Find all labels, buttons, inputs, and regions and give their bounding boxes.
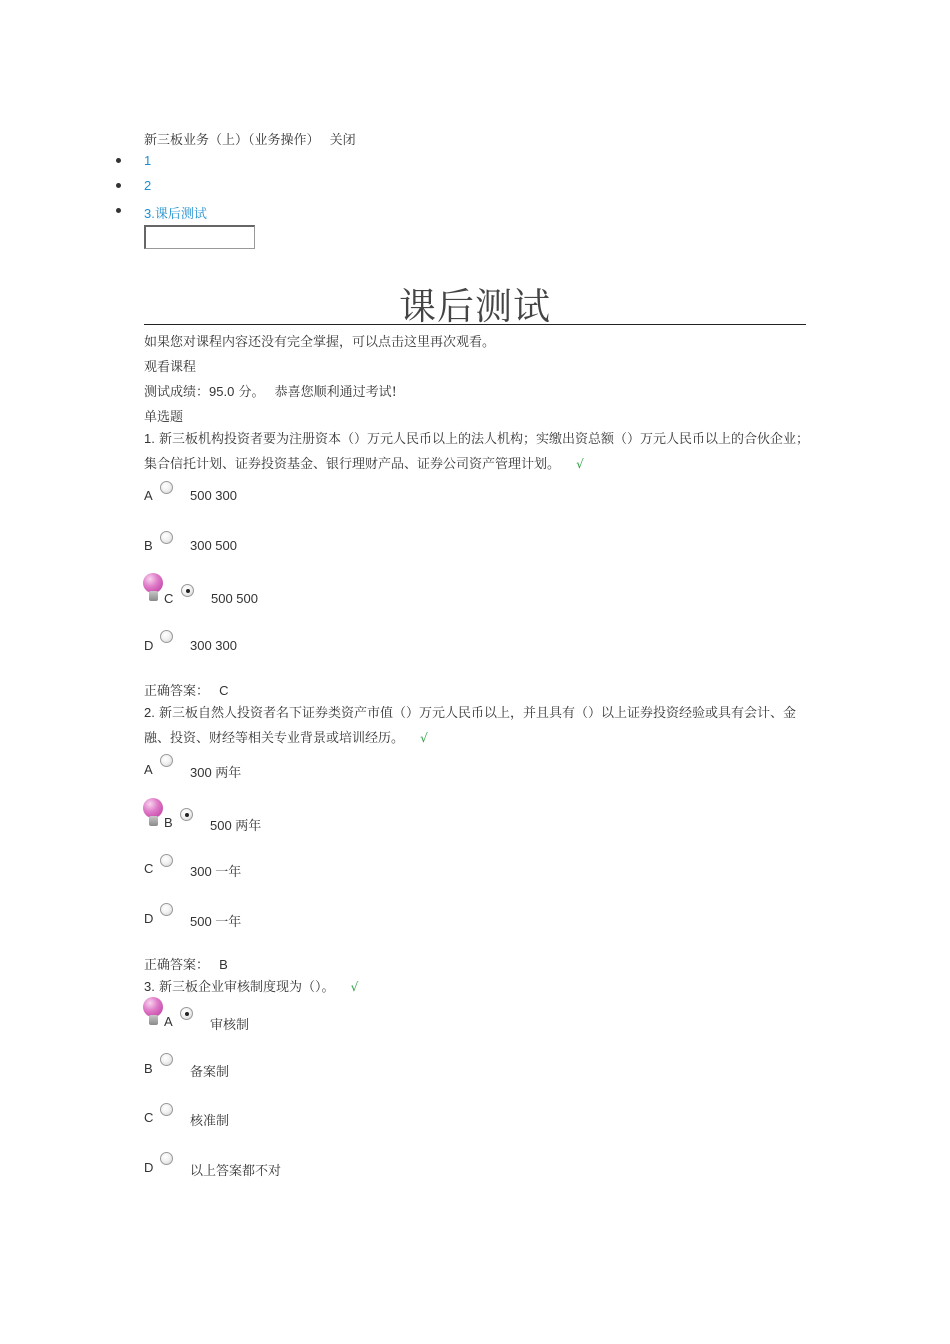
option-text: 300 500 bbox=[190, 538, 237, 553]
option-text: 500 一年 bbox=[190, 914, 242, 929]
option-letter: D bbox=[144, 911, 154, 926]
course-title: 新三板业务（上）（业务操作） bbox=[144, 133, 320, 148]
option-letter: A bbox=[144, 762, 153, 777]
bullet-icon bbox=[116, 183, 121, 188]
course-header bbox=[144, 129, 356, 148]
nav-item-2[interactable]: 2 bbox=[144, 178, 152, 193]
radio-button[interactable] bbox=[160, 1152, 173, 1165]
question-number: 2. bbox=[144, 705, 155, 720]
review-hint[interactable]: 如果您对课程内容还没有完全掌握，可以点击这里再次观看。 bbox=[144, 335, 496, 350]
option-text: 审核制 bbox=[210, 1017, 250, 1032]
option-text: 以上答案都不对 bbox=[190, 1163, 282, 1178]
option-text: 500 500 bbox=[211, 591, 258, 606]
question-2 bbox=[144, 700, 810, 751]
answer-value: C bbox=[219, 683, 229, 698]
option-letter: C bbox=[144, 861, 154, 876]
selected-pin-icon bbox=[143, 997, 165, 1029]
question-number: 1. bbox=[144, 431, 155, 446]
option-text: 备案制 bbox=[190, 1064, 230, 1079]
option-text: 300 300 bbox=[190, 638, 237, 653]
correct-check-icon: √ bbox=[420, 731, 428, 745]
radio-button[interactable] bbox=[160, 1103, 173, 1116]
question-text: 新三板机构投资者要为注册资本（）万元人民币以上的法人机构；实缴出资总额（）万元人民币以上的合伙企业；集合信托计划、证券投资基金、银行理财产品、证券公司资产管理计划。 bbox=[144, 432, 809, 472]
answer-label: 正确答案： bbox=[144, 684, 210, 699]
question-3 bbox=[144, 974, 810, 1000]
radio-button[interactable] bbox=[160, 630, 173, 643]
radio-button-selected[interactable] bbox=[180, 808, 193, 821]
nav-item-1[interactable]: 1 bbox=[144, 153, 152, 168]
bullet-icon bbox=[116, 208, 121, 213]
radio-button[interactable] bbox=[160, 481, 173, 494]
option-letter: A bbox=[144, 488, 153, 503]
selected-pin-icon bbox=[143, 573, 165, 605]
option-letter: D bbox=[144, 1160, 154, 1175]
answer-label: 正确答案： bbox=[144, 958, 210, 973]
question-text: 新三板自然人投资者名下证券类资产市值（）万元人民币以上，并且具有（）以上证券投资经验或具有会计、金融、投资、财经等相关专业背景或培训经历。 bbox=[144, 706, 796, 746]
option-letter: B bbox=[164, 815, 173, 830]
question-1 bbox=[144, 426, 810, 477]
section-label: 单选题 bbox=[144, 410, 184, 425]
score-line bbox=[144, 381, 397, 400]
option-text: 300 两年 bbox=[190, 765, 242, 780]
watch-course-link[interactable]: 观看课程 bbox=[144, 360, 197, 375]
option-letter: C bbox=[164, 591, 174, 606]
option-text: 核准制 bbox=[190, 1113, 230, 1128]
nav-item-quiz[interactable]: 3.课后测试 bbox=[144, 206, 207, 221]
option-letter: A bbox=[164, 1014, 173, 1029]
option-text: 500 两年 bbox=[210, 818, 262, 833]
text-input-box[interactable] bbox=[144, 225, 255, 249]
bullet-icon bbox=[116, 158, 121, 163]
answer-value: B bbox=[219, 957, 228, 972]
score-value: 95.0 bbox=[209, 384, 235, 399]
question-text: 新三板企业审核制度现为（）。 bbox=[158, 980, 335, 995]
radio-button[interactable] bbox=[160, 1053, 173, 1066]
correct-answer bbox=[144, 954, 228, 973]
score-unit: 分。 bbox=[238, 385, 265, 400]
radio-button-selected[interactable] bbox=[180, 1007, 193, 1020]
option-letter: B bbox=[144, 538, 153, 553]
radio-button[interactable] bbox=[160, 754, 173, 767]
option-text: 500 300 bbox=[190, 488, 237, 503]
radio-button[interactable] bbox=[160, 531, 173, 544]
page-title: 课后测试 bbox=[399, 285, 551, 328]
close-link[interactable]: 关闭 bbox=[329, 133, 356, 148]
option-letter: D bbox=[144, 638, 154, 653]
pass-message: 恭喜您顺利通过考试! bbox=[274, 385, 397, 400]
title-divider bbox=[144, 324, 806, 325]
question-number: 3. bbox=[144, 979, 155, 994]
correct-answer bbox=[144, 680, 229, 699]
radio-button-selected[interactable] bbox=[181, 584, 194, 597]
option-text: 300 一年 bbox=[190, 864, 242, 879]
radio-button[interactable] bbox=[160, 854, 173, 867]
selected-pin-icon bbox=[143, 798, 165, 830]
option-letter: B bbox=[144, 1061, 153, 1076]
radio-button[interactable] bbox=[160, 903, 173, 916]
correct-check-icon: √ bbox=[576, 457, 584, 471]
correct-check-icon: √ bbox=[350, 980, 359, 994]
score-label: 测试成绩： bbox=[144, 385, 210, 400]
option-letter: C bbox=[144, 1110, 154, 1125]
